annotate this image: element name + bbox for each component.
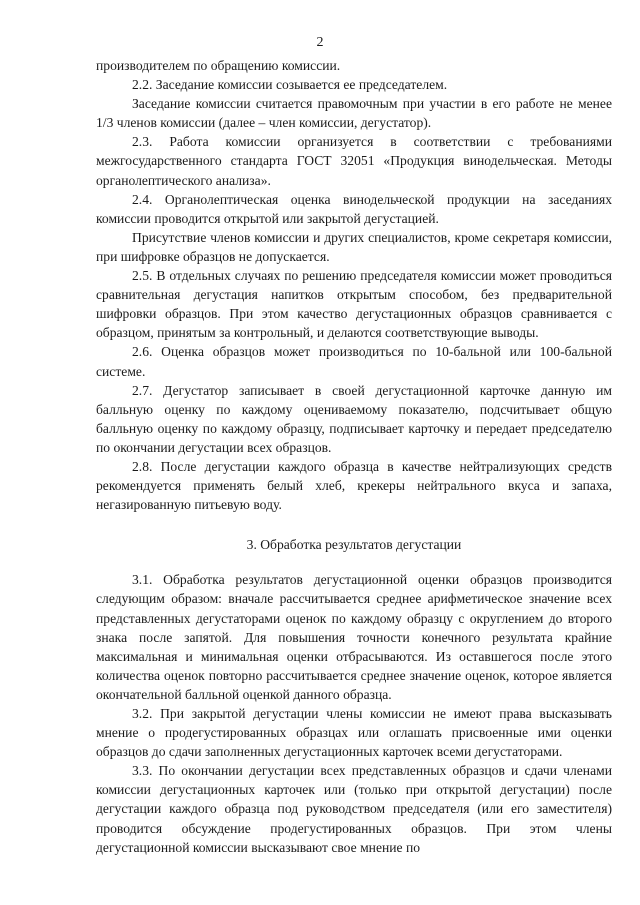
section-heading: 3. Обработка результатов дегустации <box>246 537 462 553</box>
paragraph: 3.2. При закрытой дегустации члены комиссии не имеют права высказывать мнение о продегустированных образцах или оглашать присвоенные ими оценки образцов до сдачи заполненных дегустационных карточек всеми дегустаторами. <box>96 706 612 760</box>
paragraph: Заседание комиссии считается правомочным при участии в его работе не менее 1/3 членов комиссии (далее – член комиссии, дегустатор). <box>96 96 612 131</box>
section-2-paragraphs <box>96 56 612 514</box>
paragraph: 2.7. Дегустатор записывает в своей дегустационной карточке данную им балльную оценку по каждому оцениваемому показателю, подсчитывает общую балльную оценку по каждому образцу, подписывает карточку и передает председателю по окончании дегустации всех образцов. <box>96 382 612 455</box>
paragraph: 2.3. Работа комиссии организуется в соответствии с требованиями межгосударственного стандарта ГОСТ 32051 «Продукция винодельческая. Методы органолептического анализа». <box>96 134 612 188</box>
page-number: 2 <box>316 35 324 50</box>
paragraph: 2.5. В отдельных случаях по решению председателя комиссии может проводиться сравнительная дегустация напитков открытым способом, без предварительной шифровки образцов. При этом качество дегустационных образцов сравнивается с образцом, принятым за контрольный, и делаются соответствующие выводы. <box>96 268 612 341</box>
paragraph: Присутствие членов комиссии и других специалистов, кроме секретаря комиссии, при шифровке образцов не допускается. <box>96 229 612 264</box>
paragraph: 2.8. После дегустации каждого образца в качестве нейтрализующих средств рекомендуется применять белый хлеб, крекеры нейтрального вкуса и запаха, негазированную питьевую воду. <box>96 458 612 513</box>
paragraph: производителем по обращению комиссии. <box>96 58 341 73</box>
paragraph: 2.4. Органолептическая оценка винодельческой продукции на заседаниях комиссии проводится открытой или закрытой дегустацией. <box>96 191 612 226</box>
paragraph: 2.2. Заседание комиссии созывается ее председателем. <box>132 77 448 93</box>
paragraph: 2.6. Оценка образцов может производиться по 10-бальной или 100-бальной системе. <box>96 344 612 379</box>
paragraph: 3.1. Обработка результатов дегустационной оценки образцов производится следующим образом: вначале рассчитывается среднее арифметическое значение всех представленных дегустаторами оценок по каждому образцу с округлением до второго знака после запятой. Для повышения точности конечного результата крайние максимальная и минимальная оценки отбрасываются. Из оставшегося после этого количества оценок повторно рассчитывается среднее значение оценок, которое является окончательной балльной оценкой данного образца. <box>96 572 612 702</box>
section-3-paragraphs <box>96 570 612 856</box>
paragraph: 3.3. По окончании дегустации всех представленных образцов и сдачи членами комиссии дегустационных карточек или (только при открытой дегустации) после дегустации каждого образца под руководством председателя (или его заместителя) проводится обсуждение продегустированных образцов. При этом члены дегустационной комиссии высказывают свое мнение по <box>96 763 612 855</box>
document-body <box>96 56 612 857</box>
